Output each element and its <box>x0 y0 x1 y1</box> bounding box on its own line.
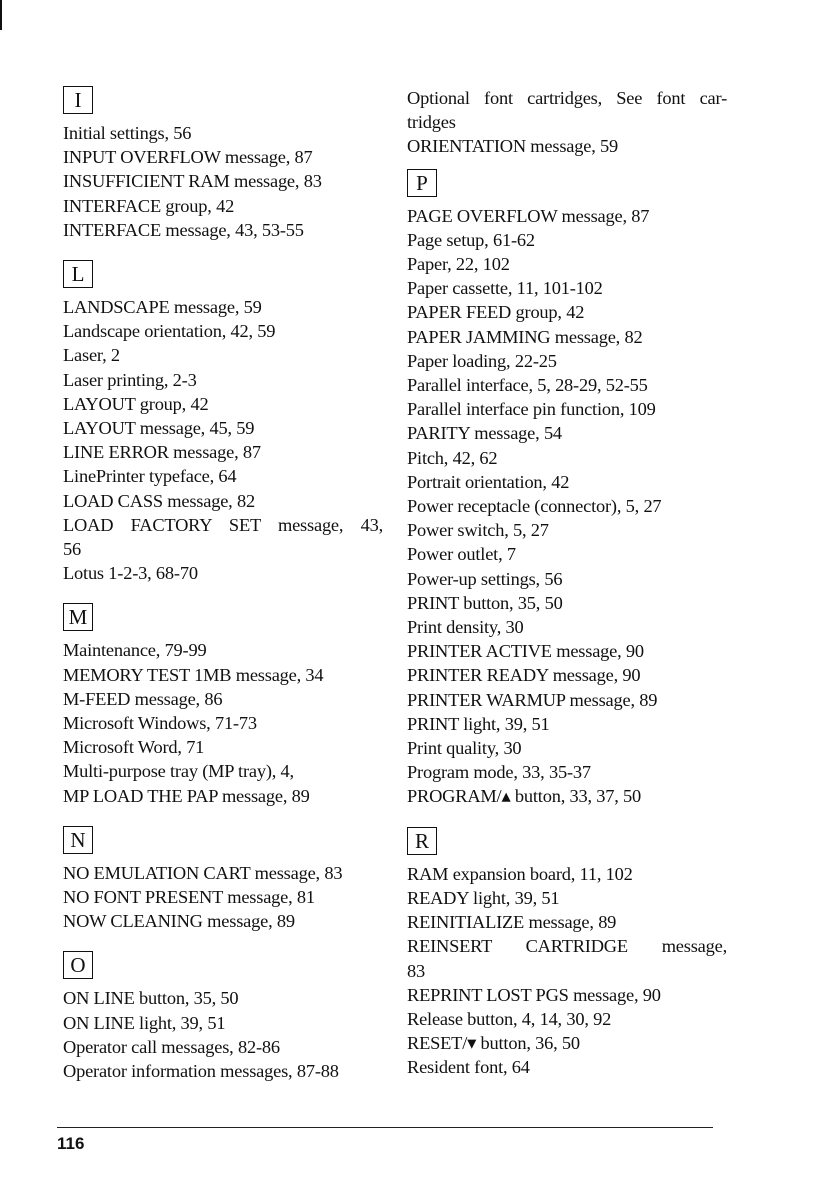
index-entry: Laser printing, 2-3 <box>63 369 197 390</box>
index-entry-list <box>407 862 727 1080</box>
index-entry-list <box>63 295 383 585</box>
index-entry: INTERFACE message, 43, 53-55 <box>63 219 304 240</box>
index-entry: Operator call messages, 82-86 <box>63 1036 280 1057</box>
section-letter-box: R <box>407 827 437 855</box>
index-entry: NO EMULATION CART message, 83 <box>63 862 343 883</box>
index-entry: PRINT light, 39, 51 <box>407 713 550 734</box>
index-entry: RESET/▾ button, 36, 50 <box>407 1033 580 1054</box>
index-entry: Laser, 2 <box>63 345 120 366</box>
index-entry: NO FONT PRESENT message, 81 <box>63 887 315 908</box>
page-number: 116 <box>57 1134 85 1153</box>
index-entry: Paper cassette, 11, 101-102 <box>407 278 603 299</box>
index-entry: 83 <box>407 960 425 981</box>
index-entry: MP LOAD THE PAP message, 89 <box>63 785 310 806</box>
index-section-l <box>63 260 383 585</box>
index-entry: PRINTER READY message, 90 <box>407 665 641 686</box>
index-entry: Optional font cartridges, See font car- <box>407 88 727 108</box>
index-entry: Power switch, 5, 27 <box>407 520 549 541</box>
section-letter-box: I <box>63 86 93 114</box>
index-entry: Microsoft Windows, 71-73 <box>63 713 257 734</box>
scan-edge-mark <box>0 0 2 30</box>
index-entry: Operator information messages, 87-88 <box>63 1061 339 1082</box>
index-entry-list <box>63 861 383 934</box>
index-entry: Lotus 1-2-3, 68-70 <box>63 563 198 584</box>
index-entry: PROGRAM/▴ button, 33, 37, 50 <box>407 786 642 807</box>
index-entry: INSUFFICIENT RAM message, 83 <box>63 171 322 192</box>
index-entry: ON LINE light, 39, 51 <box>63 1012 226 1033</box>
index-entry: Power-up settings, 56 <box>407 568 563 589</box>
index-entry: Resident font, 64 <box>407 1057 530 1078</box>
section-letter-box: P <box>407 169 437 197</box>
section-letter-box: N <box>63 826 93 854</box>
index-section-n <box>63 826 383 934</box>
index-entry: Landscape orientation, 42, 59 <box>63 321 276 342</box>
index-entry: MEMORY TEST 1MB message, 34 <box>63 664 324 685</box>
index-entry: Portrait orientation, 42 <box>407 471 570 492</box>
index-entry: PRINT button, 35, 50 <box>407 592 563 613</box>
index-entry: PAPER JAMMING message, 82 <box>407 326 643 347</box>
index-column-right <box>407 86 727 1098</box>
index-entry: ON LINE button, 35, 50 <box>63 988 239 1009</box>
index-entry: PAGE OVERFLOW message, 87 <box>407 205 650 226</box>
index-entry: ORIENTATION message, 59 <box>407 136 618 157</box>
index-entry: tridges <box>407 112 456 133</box>
index-section-i <box>63 86 383 242</box>
index-section-r <box>407 827 727 1080</box>
index-entry: Pitch, 42, 62 <box>407 447 498 468</box>
index-entry: REINITIALIZE message, 89 <box>407 912 617 933</box>
index-entry: REINSERT CARTRIDGE message, <box>407 936 727 957</box>
index-entry: INTERFACE group, 42 <box>63 195 235 216</box>
index-entry: LOAD CASS message, 82 <box>63 490 255 511</box>
index-entry-list <box>407 204 727 809</box>
index-entry: READY light, 39, 51 <box>407 887 560 908</box>
footer-rule <box>57 1127 713 1128</box>
index-section-m <box>63 603 383 807</box>
index-entry-list <box>407 86 727 159</box>
index-entry: Multi-purpose tray (MP tray), 4, <box>63 761 294 782</box>
index-entry: Parallel interface pin function, 109 <box>407 399 656 420</box>
index-entry: LAYOUT group, 42 <box>63 393 209 414</box>
index-entry: LAYOUT message, 45, 59 <box>63 418 255 439</box>
index-entry: Print density, 30 <box>407 617 524 638</box>
index-entry: 56 <box>63 539 81 560</box>
section-letter-box: L <box>63 260 93 288</box>
index-entry-list <box>63 986 383 1083</box>
index-section-o <box>63 951 383 1083</box>
index-entry: PRINTER WARMUP message, 89 <box>407 689 658 710</box>
section-letter-box: M <box>63 603 93 631</box>
section-letter-box: O <box>63 951 93 979</box>
index-column-left <box>63 86 383 1101</box>
index-entry: LINE ERROR message, 87 <box>63 442 261 463</box>
index-entry: PARITY message, 54 <box>407 423 562 444</box>
index-entry: Power receptacle (connector), 5, 27 <box>407 496 662 517</box>
index-entry: LOAD FACTORY SET message, 43, <box>63 514 383 535</box>
index-entry: Maintenance, 79-99 <box>63 640 207 661</box>
index-entry: M-FEED message, 86 <box>63 688 223 709</box>
index-entry: Paper loading, 22-25 <box>407 350 557 371</box>
index-entry: Release button, 4, 14, 30, 92 <box>407 1008 612 1029</box>
index-entry: Power outlet, 7 <box>407 544 516 565</box>
index-entry: Microsoft Word, 71 <box>63 737 205 758</box>
index-entry: Initial settings, 56 <box>63 123 192 143</box>
index-entry: REPRINT LOST PGS message, 90 <box>407 984 661 1005</box>
index-entry: LANDSCAPE message, 59 <box>63 297 262 318</box>
index-entry: Parallel interface, 5, 28-29, 52-55 <box>407 375 648 396</box>
index-entry: Program mode, 33, 35-37 <box>407 762 591 783</box>
index-section-p <box>407 169 727 809</box>
index-entry: PAPER FEED group, 42 <box>407 302 585 323</box>
index-entry: Paper, 22, 102 <box>407 254 510 275</box>
index-entry-list <box>63 638 383 807</box>
index-entry: Print quality, 30 <box>407 738 522 759</box>
index-entry: RAM expansion board, 11, 102 <box>407 863 633 884</box>
index-entry-list <box>63 121 383 242</box>
index-entry: INPUT OVERFLOW message, 87 <box>63 147 313 168</box>
index-entry: PRINTER ACTIVE message, 90 <box>407 641 644 662</box>
index-entry: LinePrinter typeface, 64 <box>63 466 237 487</box>
index-entry: NOW CLEANING message, 89 <box>63 911 295 932</box>
index-entry: Page setup, 61-62 <box>407 229 535 250</box>
